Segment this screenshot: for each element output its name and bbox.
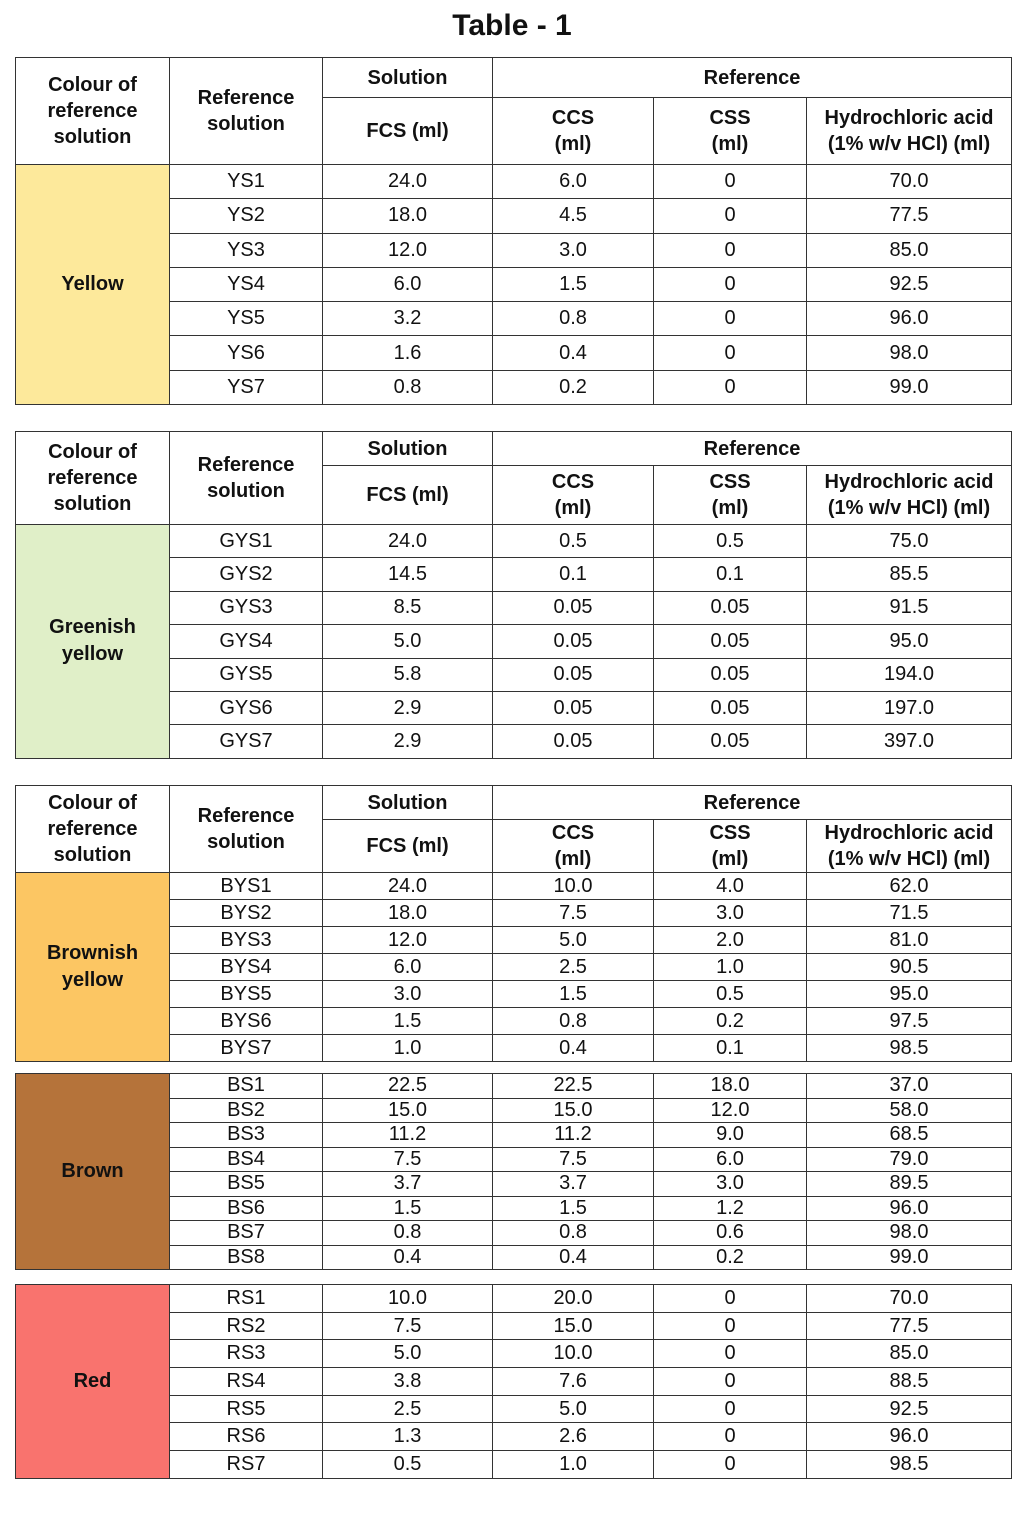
css-cell: 0: [654, 302, 807, 336]
hcl-cell: 89.5: [807, 1172, 1012, 1197]
css-cell: 0: [654, 1395, 807, 1423]
ccs-cell: 7.5: [493, 1147, 654, 1172]
reference-solution-cell: BYS1: [170, 873, 323, 900]
ccs-cell: 0.2: [493, 370, 654, 404]
hcl-cell: 77.5: [807, 199, 1012, 233]
reference-solution-cell: BYS3: [170, 927, 323, 954]
fcs-cell: 3.0: [323, 981, 493, 1008]
reference-table-greenish-yellow: [15, 431, 1012, 759]
fcs-cell: 8.5: [323, 591, 493, 624]
ccs-cell: 1.5: [493, 1196, 654, 1221]
reference-solution-cell: BYS6: [170, 1008, 323, 1035]
fcs-cell: 18.0: [323, 900, 493, 927]
css-header: CSS (ml): [654, 466, 807, 525]
fcs-cell: 3.7: [323, 1172, 493, 1197]
hcl-cell: 96.0: [807, 302, 1012, 336]
reference-solution-cell: BYS5: [170, 981, 323, 1008]
reference-solution-cell: GYS4: [170, 625, 323, 658]
colour-header: Colour of reference solution: [16, 786, 170, 873]
css-cell: 9.0: [654, 1123, 807, 1148]
fcs-cell: 7.5: [323, 1147, 493, 1172]
reference-solution-cell: GYS2: [170, 558, 323, 591]
fcs-cell: 5.8: [323, 658, 493, 691]
css-cell: 0.05: [654, 591, 807, 624]
colour-header: Colour of reference solution: [16, 58, 170, 165]
table-row: [16, 873, 1012, 900]
hcl-cell: 97.5: [807, 1008, 1012, 1035]
reference-solution-cell: RS7: [170, 1451, 323, 1479]
fcs-cell: 1.5: [323, 1008, 493, 1035]
ccs-cell: 0.05: [493, 725, 654, 758]
hcl-cell: 58.0: [807, 1098, 1012, 1123]
css-cell: 0: [654, 165, 807, 199]
fcs-cell: 2.5: [323, 1395, 493, 1423]
css-cell: 0.5: [654, 981, 807, 1008]
fcs-cell: 1.0: [323, 1035, 493, 1062]
fcs-cell: 6.0: [323, 267, 493, 301]
css-cell: 12.0: [654, 1098, 807, 1123]
ccs-header: CCS (ml): [493, 820, 654, 873]
hcl-cell: 92.5: [807, 1395, 1012, 1423]
css-cell: 0.6: [654, 1221, 807, 1246]
fcs-cell: 2.9: [323, 725, 493, 758]
fcs-cell: 7.5: [323, 1312, 493, 1340]
fcs-cell: 10.0: [323, 1285, 493, 1313]
hcl-cell: 70.0: [807, 1285, 1012, 1313]
css-cell: 0.05: [654, 691, 807, 724]
ccs-header: CCS (ml): [493, 98, 654, 165]
ccs-cell: 2.5: [493, 954, 654, 981]
fcs-cell: 15.0: [323, 1098, 493, 1123]
ccs-cell: 2.6: [493, 1423, 654, 1451]
hcl-cell: 397.0: [807, 725, 1012, 758]
hcl-cell: 99.0: [807, 370, 1012, 404]
reference-solution-cell: RS4: [170, 1368, 323, 1396]
css-cell: 0: [654, 370, 807, 404]
hcl-cell: 70.0: [807, 165, 1012, 199]
reference-solution-cell: BS7: [170, 1221, 323, 1246]
colour-cell: Brown: [16, 1074, 170, 1270]
css-cell: 0: [654, 199, 807, 233]
reference-solution-cell: RS6: [170, 1423, 323, 1451]
css-cell: 0: [654, 1312, 807, 1340]
hcl-cell: 85.5: [807, 558, 1012, 591]
hcl-cell: 85.0: [807, 233, 1012, 267]
hcl-header: Hydrochloric acid (1% w/v HCl) (ml): [807, 98, 1012, 165]
fcs-cell: 3.8: [323, 1368, 493, 1396]
ccs-cell: 20.0: [493, 1285, 654, 1313]
css-cell: 0: [654, 336, 807, 370]
css-cell: 0.05: [654, 658, 807, 691]
reference-solution-header: Reference solution: [170, 786, 323, 873]
ccs-cell: 0.1: [493, 558, 654, 591]
reference-solution-cell: YS6: [170, 336, 323, 370]
reference-solution-cell: BS3: [170, 1123, 323, 1148]
reference-solution-cell: YS2: [170, 199, 323, 233]
ccs-cell: 5.0: [493, 1395, 654, 1423]
colour-cell: Yellow: [16, 165, 170, 405]
colour-header: Colour of reference solution: [16, 432, 170, 525]
reference-solution-cell: BS1: [170, 1074, 323, 1099]
hcl-cell: 88.5: [807, 1368, 1012, 1396]
ccs-cell: 3.0: [493, 233, 654, 267]
header-row: [16, 432, 1012, 466]
fcs-cell: 12.0: [323, 927, 493, 954]
fcs-cell: 1.5: [323, 1196, 493, 1221]
fcs-cell: 6.0: [323, 954, 493, 981]
fcs-header: FCS (ml): [323, 466, 493, 525]
hcl-cell: 95.0: [807, 981, 1012, 1008]
css-cell: 0: [654, 1285, 807, 1313]
reference-solution-cell: YS4: [170, 267, 323, 301]
hcl-header: Hydrochloric acid (1% w/v HCl) (ml): [807, 820, 1012, 873]
ccs-cell: 10.0: [493, 873, 654, 900]
ccs-cell: 0.05: [493, 625, 654, 658]
colour-cell: Greenish yellow: [16, 525, 170, 759]
reference-solution-cell: BYS2: [170, 900, 323, 927]
ccs-cell: 22.5: [493, 1074, 654, 1099]
ccs-cell: 15.0: [493, 1312, 654, 1340]
fcs-cell: 24.0: [323, 165, 493, 199]
css-cell: 3.0: [654, 1172, 807, 1197]
css-header: CSS (ml): [654, 98, 807, 165]
hcl-cell: 96.0: [807, 1423, 1012, 1451]
reference-solution-cell: YS7: [170, 370, 323, 404]
css-header: CSS (ml): [654, 820, 807, 873]
reference-solution-cell: RS1: [170, 1285, 323, 1313]
css-cell: 0: [654, 1368, 807, 1396]
ccs-cell: 1.5: [493, 267, 654, 301]
ccs-cell: 0.8: [493, 1008, 654, 1035]
css-cell: 0: [654, 1340, 807, 1368]
fcs-cell: 24.0: [323, 873, 493, 900]
hcl-cell: 71.5: [807, 900, 1012, 927]
ccs-cell: 0.8: [493, 302, 654, 336]
css-cell: 3.0: [654, 900, 807, 927]
reference-solution-cell: BYS7: [170, 1035, 323, 1062]
hcl-cell: 79.0: [807, 1147, 1012, 1172]
fcs-cell: 0.5: [323, 1451, 493, 1479]
ccs-cell: 0.4: [493, 1035, 654, 1062]
ccs-header: CCS (ml): [493, 466, 654, 525]
ccs-cell: 1.5: [493, 981, 654, 1008]
table-row: [16, 1285, 1012, 1313]
reference-solution-cell: BS2: [170, 1098, 323, 1123]
reference-header: Reference: [493, 432, 1012, 466]
css-cell: 0.5: [654, 525, 807, 558]
table-row: [16, 525, 1012, 558]
hcl-header: Hydrochloric acid (1% w/v HCl) (ml): [807, 466, 1012, 525]
reference-solution-cell: RS2: [170, 1312, 323, 1340]
reference-solution-cell: GYS6: [170, 691, 323, 724]
hcl-cell: 98.5: [807, 1451, 1012, 1479]
css-cell: 0.1: [654, 1035, 807, 1062]
ccs-cell: 0.8: [493, 1221, 654, 1246]
css-cell: 18.0: [654, 1074, 807, 1099]
ccs-cell: 0.05: [493, 658, 654, 691]
ccs-cell: 3.7: [493, 1172, 654, 1197]
hcl-cell: 98.5: [807, 1035, 1012, 1062]
reference-solution-cell: BS4: [170, 1147, 323, 1172]
reference-table-red: [15, 1284, 1012, 1479]
reference-solution-cell: RS3: [170, 1340, 323, 1368]
colour-cell: Red: [16, 1285, 170, 1479]
fcs-cell: 11.2: [323, 1123, 493, 1148]
fcs-cell: 0.4: [323, 1245, 493, 1270]
table-row: [16, 165, 1012, 199]
fcs-cell: 3.2: [323, 302, 493, 336]
ccs-cell: 4.5: [493, 199, 654, 233]
colour-cell: Brownish yellow: [16, 873, 170, 1062]
reference-solution-cell: GYS3: [170, 591, 323, 624]
hcl-cell: 197.0: [807, 691, 1012, 724]
css-cell: 0.1: [654, 558, 807, 591]
hcl-cell: 37.0: [807, 1074, 1012, 1099]
hcl-cell: 96.0: [807, 1196, 1012, 1221]
ccs-cell: 7.6: [493, 1368, 654, 1396]
fcs-header: FCS (ml): [323, 98, 493, 165]
hcl-cell: 85.0: [807, 1340, 1012, 1368]
fcs-cell: 1.6: [323, 336, 493, 370]
reference-solution-cell: BS8: [170, 1245, 323, 1270]
hcl-cell: 77.5: [807, 1312, 1012, 1340]
reference-solution-cell: BS5: [170, 1172, 323, 1197]
fcs-cell: 0.8: [323, 1221, 493, 1246]
reference-table-yellow: [15, 57, 1012, 405]
solution-header: Solution: [323, 432, 493, 466]
ccs-cell: 0.05: [493, 591, 654, 624]
css-cell: 4.0: [654, 873, 807, 900]
ccs-cell: 7.5: [493, 900, 654, 927]
css-cell: 0.05: [654, 625, 807, 658]
fcs-cell: 18.0: [323, 199, 493, 233]
reference-solution-cell: RS5: [170, 1395, 323, 1423]
css-cell: 0.2: [654, 1245, 807, 1270]
reference-header: Reference: [493, 58, 1012, 98]
fcs-cell: 14.5: [323, 558, 493, 591]
header-row: [16, 786, 1012, 820]
reference-solution-cell: BYS4: [170, 954, 323, 981]
fcs-cell: 5.0: [323, 625, 493, 658]
reference-solution-cell: BS6: [170, 1196, 323, 1221]
hcl-cell: 90.5: [807, 954, 1012, 981]
reference-table-brown: [15, 1073, 1012, 1270]
fcs-cell: 12.0: [323, 233, 493, 267]
hcl-cell: 91.5: [807, 591, 1012, 624]
ccs-cell: 0.4: [493, 336, 654, 370]
hcl-cell: 75.0: [807, 525, 1012, 558]
ccs-cell: 0.5: [493, 525, 654, 558]
fcs-cell: 24.0: [323, 525, 493, 558]
table-row: [16, 1074, 1012, 1099]
reference-solution-cell: YS1: [170, 165, 323, 199]
ccs-cell: 0.05: [493, 691, 654, 724]
hcl-cell: 62.0: [807, 873, 1012, 900]
fcs-cell: 2.9: [323, 691, 493, 724]
hcl-cell: 98.0: [807, 336, 1012, 370]
css-cell: 6.0: [654, 1147, 807, 1172]
css-cell: 0: [654, 1423, 807, 1451]
css-cell: 1.2: [654, 1196, 807, 1221]
reference-solution-cell: GYS5: [170, 658, 323, 691]
hcl-cell: 95.0: [807, 625, 1012, 658]
reference-solution-cell: GYS7: [170, 725, 323, 758]
fcs-cell: 5.0: [323, 1340, 493, 1368]
ccs-cell: 10.0: [493, 1340, 654, 1368]
hcl-cell: 81.0: [807, 927, 1012, 954]
solution-header: Solution: [323, 58, 493, 98]
reference-solution-cell: GYS1: [170, 525, 323, 558]
page-title: Table - 1: [452, 9, 572, 42]
hcl-cell: 98.0: [807, 1221, 1012, 1246]
ccs-cell: 5.0: [493, 927, 654, 954]
hcl-cell: 194.0: [807, 658, 1012, 691]
css-cell: 0: [654, 1451, 807, 1479]
ccs-cell: 1.0: [493, 1451, 654, 1479]
ccs-cell: 11.2: [493, 1123, 654, 1148]
css-cell: 0.2: [654, 1008, 807, 1035]
fcs-cell: 0.8: [323, 370, 493, 404]
reference-header: Reference: [493, 786, 1012, 820]
fcs-cell: 1.3: [323, 1423, 493, 1451]
reference-solution-header: Reference solution: [170, 432, 323, 525]
css-cell: 0.05: [654, 725, 807, 758]
hcl-cell: 99.0: [807, 1245, 1012, 1270]
ccs-cell: 15.0: [493, 1098, 654, 1123]
solution-header: Solution: [323, 786, 493, 820]
reference-solution-header: Reference solution: [170, 58, 323, 165]
fcs-header: FCS (ml): [323, 820, 493, 873]
hcl-cell: 68.5: [807, 1123, 1012, 1148]
css-cell: 1.0: [654, 954, 807, 981]
ccs-cell: 6.0: [493, 165, 654, 199]
reference-solution-cell: YS5: [170, 302, 323, 336]
hcl-cell: 92.5: [807, 267, 1012, 301]
reference-solution-cell: YS3: [170, 233, 323, 267]
fcs-cell: 22.5: [323, 1074, 493, 1099]
reference-table-brownish-yellow: [15, 785, 1012, 1062]
css-cell: 0: [654, 267, 807, 301]
css-cell: 2.0: [654, 927, 807, 954]
header-row: [16, 58, 1012, 98]
css-cell: 0: [654, 233, 807, 267]
ccs-cell: 0.4: [493, 1245, 654, 1270]
